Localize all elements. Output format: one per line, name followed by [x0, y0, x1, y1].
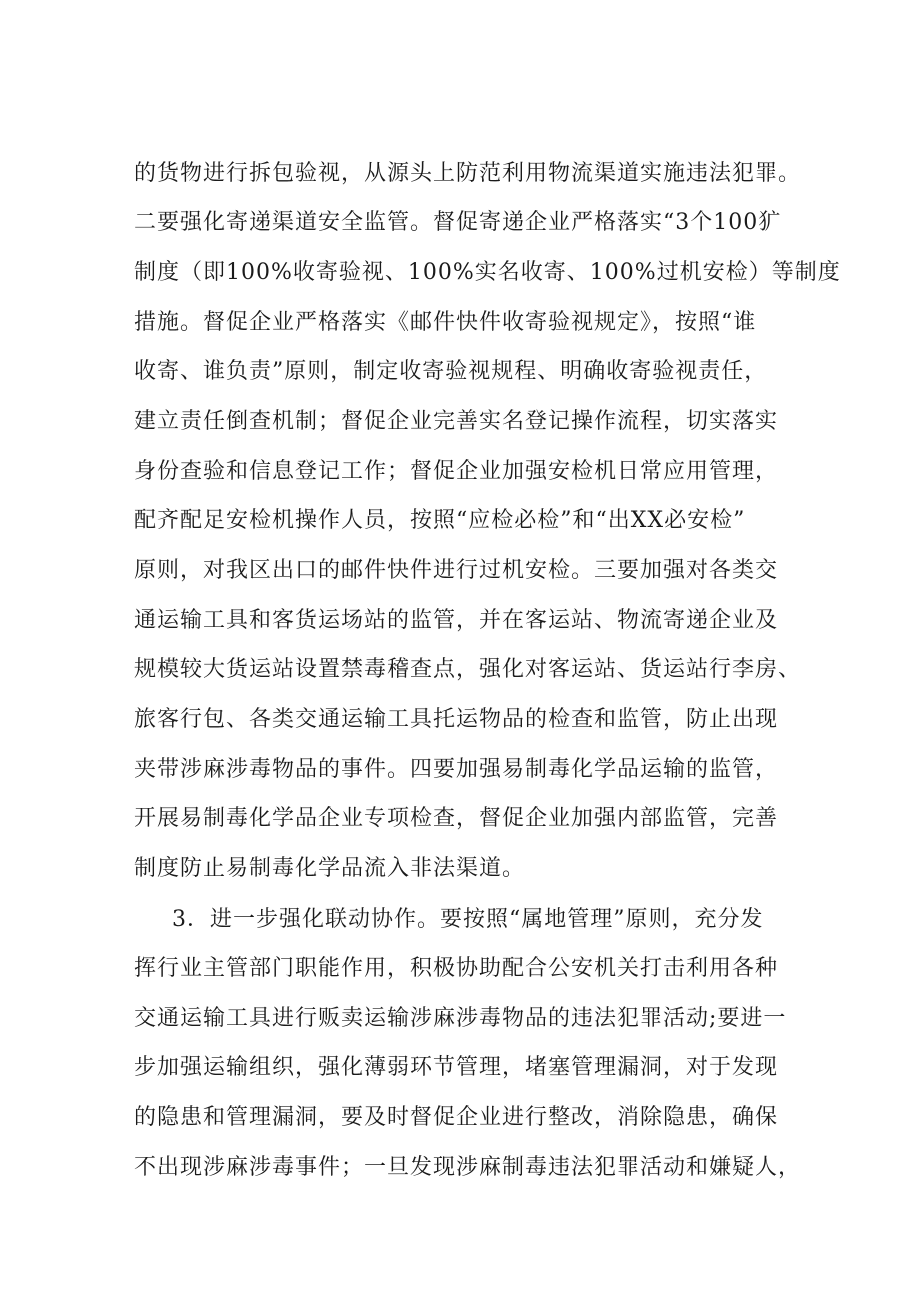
text-line: 规模较大货运站设置禁毒稽查点，强化对客运站、货运站行李房、 [134, 657, 802, 682]
text-line: 挥行业主管部门职能作用，积极协助配合公安机关打击利用各种 [134, 956, 779, 981]
text-line: 的隐患和管理漏洞，要及时督促企业进行整改，消除隐患，确保 [134, 1105, 779, 1130]
text-line: 旅客行包、各类交通运输工具托运物品的检查和监管，防止出现 [134, 707, 779, 732]
text-line: 配齐配足安检机操作人员，按照“应检必检”和“出XX必安检” [134, 508, 746, 533]
text-line: 开展易制毒化学品企业专项检查，督促企业加强内部监管，完善 [134, 806, 779, 831]
text-line: 身份查验和信息登记工作；督促企业加强安检机日常应用管理， [134, 459, 779, 484]
text-line: 通运输工具和客货运场站的监管，并在客运站、物流寄递企业及 [134, 608, 779, 633]
text-line: 的货物进行拆包验视，从源头上防范利用物流渠道实施违法犯罪。 [134, 161, 802, 186]
text-line: 措施。督促企业严格落实《邮件快件收寄验视规定》，按照“谁 [134, 310, 757, 335]
text-line: 步加强运输组织，强化薄弱环节管理，堵塞管理漏洞，对于发现 [134, 1055, 779, 1080]
text-line: 夹带涉麻涉毒物品的事件。四要加强易制毒化学品运输的监管， [134, 757, 779, 782]
text-line: 交通运输工具进行贩卖运输涉麻涉毒物品的违法犯罪活动;要进一 [134, 1006, 787, 1031]
text-line: 收寄、谁负责”原则，制定收寄验视规程、明确收寄验视责任， [134, 359, 768, 384]
text-line: 建立责任倒查机制；督促企业完善实名登记操作流程，切实落实 [134, 409, 779, 434]
text-line: 制度防止易制毒化学品流入非法渠道。 [134, 856, 526, 881]
text-line: 原则，对我区出口的邮件快件进行过机安检。三要加强对各类交 [134, 558, 779, 583]
text-line: 二要强化寄递渠道安全监管。督促寄递企业严格落实“3个100犷 [134, 210, 782, 235]
text-line: 不出现涉麻涉毒事件；一旦发现涉麻制毒违法犯罪活动和嫌疑人， [134, 1155, 802, 1180]
text-line: 制度（即100%收寄验视、100%实名收寄、100%过机安检）等制度 [134, 260, 841, 285]
text-line: 3．进一步强化联动协作。要按照“属地管理”原则，充分发 [172, 907, 764, 932]
